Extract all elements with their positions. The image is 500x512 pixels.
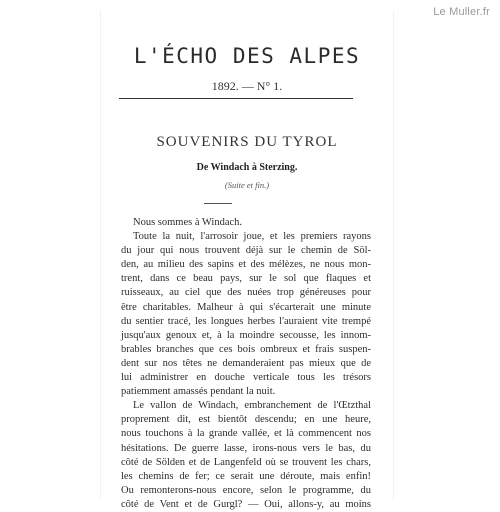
article-subtitle: De Windach à Sterzing. xyxy=(196,162,298,173)
text-line: hésitations. De guerre lasse, irons-nous vers le bas, du xyxy=(121,442,371,454)
text-line: dent sur nos têtes ne demanderaient pas mieux que de xyxy=(121,357,371,369)
text-line: les chemins de fer; ce serait une déroute, mais enfin! xyxy=(121,470,371,482)
issue-line: 1892. — N° 1. xyxy=(211,79,283,93)
text-line: être charitables. Malheur à qui s'écarterait une minute xyxy=(121,301,371,313)
text-line: brables branches que ces bois ombreux et frais suspen- xyxy=(121,343,371,355)
text-line: lui administrer en douche verticale tous les trésors xyxy=(121,372,371,384)
text-line: ruisseaux, au ciel que des nuées trop généreuses pour xyxy=(121,287,371,299)
section-rule xyxy=(204,203,232,204)
document-page xyxy=(100,10,394,510)
text-line: Nous sommes à Windach. xyxy=(133,217,243,228)
text-line: Ou remonterons-nous encore, selon le programme, du xyxy=(121,484,371,496)
text-line: côté de Vent et de Gurgl? — Oui, allons-y, au moins xyxy=(121,498,371,510)
text-line: Le vallon de Windach, embranchement de l'Œtzthal xyxy=(133,400,371,412)
text-line: proprement dit, est bientôt descendu; en une heure, xyxy=(121,414,371,426)
header-rule xyxy=(119,98,353,99)
text-line: den, au milieu des sapins et des mélèzes, ne nous mon- xyxy=(121,259,371,271)
text-line: trent, dans ce beau pays, sur le sol que flaques et xyxy=(121,273,371,285)
text-line: jusqu'aux genoux et, à la moindre secousse, les innom- xyxy=(121,329,371,341)
article-body xyxy=(121,216,371,512)
journal-title: L'ÉCHO DES ALPES xyxy=(133,44,361,68)
text-line: du jour qui nous trouvent déjà sur le chemin de Söl- xyxy=(121,245,371,257)
text-line: Toute la nuit, l'arrosoir joue, et les premiers rayons xyxy=(133,231,371,243)
text-line: patiemment amassés pendant la nuit. xyxy=(121,386,276,398)
article-note: (Suite et fin.) xyxy=(224,180,270,190)
text-line: du sentier tracé, les longues herbes l'auraient vite trempé xyxy=(121,315,371,327)
text-line: côté de Sölden et de Langenfeld où se trouvent les chars, xyxy=(121,456,371,468)
text-line: nous touchons à la grande vallée, et là commencent nos xyxy=(121,428,371,440)
watermark-text: Le Muller.fr xyxy=(433,6,490,18)
article-title: SOUVENIRS DU TYROL xyxy=(156,134,338,150)
